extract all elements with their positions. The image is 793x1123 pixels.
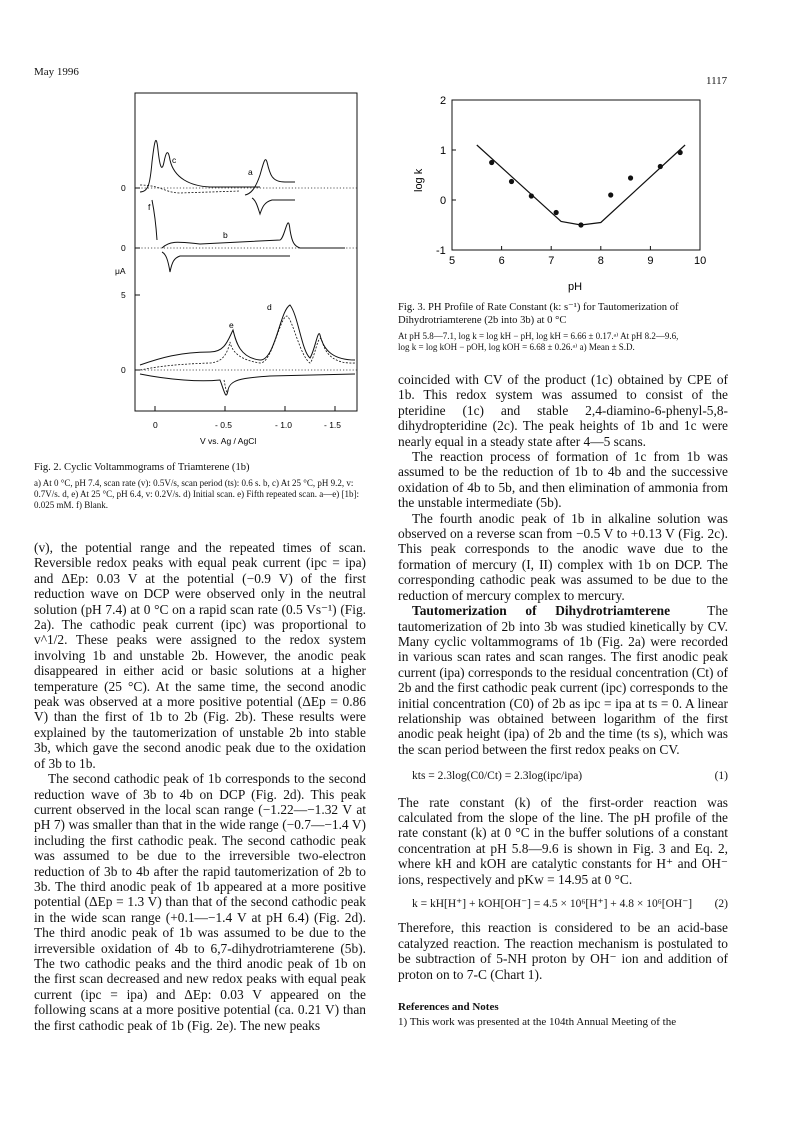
label-c: c: [172, 155, 177, 165]
curve-a-lower: [252, 198, 295, 214]
curve-d-cathodic: [140, 374, 355, 395]
equation-1: kts = 2.3log(C0/Ct) = 2.3log(ipc/ipa): [412, 770, 583, 783]
curve-c-blank: [140, 185, 240, 193]
data-point: [529, 193, 534, 198]
fig2-caption-title: Fig. 2. Cyclic Voltammograms of Triamterene (1b): [34, 462, 250, 473]
x-tick-label: 9: [647, 255, 654, 267]
y-label-unit: μA: [115, 266, 126, 276]
curve-f: [152, 200, 157, 240]
data-point: [554, 210, 559, 215]
x-tick-label: 10: [694, 255, 707, 267]
curve-b-upper: [162, 223, 345, 248]
label-a: a: [248, 167, 253, 177]
right-para-3: The fourth anodic peak of 1b in alkaline solution was observed on a reverse scan from −0.5 V to +0.13 V (Fig. 2c). This peak corresponds to the anodic wave due to the formation of mercury (I, II) complex with 1b on DCP. The corresponding cathodic peak was assumed to be due to the reduction of mercury complex to mercury.: [398, 510, 728, 603]
x-tick-label: 8: [597, 255, 604, 267]
x-tick-1.0: - 1.0: [275, 420, 293, 430]
x-axis-label: V vs. Ag / AgCl: [200, 436, 257, 446]
data-point: [489, 160, 494, 165]
label-b: b: [223, 230, 228, 240]
right-para-4: The tautomerization of 2b into 3b was studied kinetically by CV. Many cyclic voltammograms of 1b (Fig. 2a) were recorded in various scan rates and scan ranges. The first anodic peak current (ipa) corresponds to the residual concentration (Ct) of 2b and the first cathodic peak current (ipc) corresponds to the initial concentration (C0) of 2b as ipc = ipa at ts = 0. A linear relationship was obtained between logarithm of the first anodic peak height (ipa) of 2b and the time (ts s), which was the scan period between the first redox peaks on CV.: [398, 603, 728, 757]
right-para-1: coincided with CV of the product (1c) obtained by CPE of 1b. This redox system was assumed to consist of the pteridine (1c) and stable 2,4-diamino-6-phenyl-5,8-dihydropteridine (2c). The peak heights of 1b and 1c were nearly equal in a steady state after 4—5 scans.: [398, 372, 728, 449]
data-point: [578, 222, 583, 227]
fig2-frame: [135, 93, 357, 411]
fig3-frame: [452, 100, 700, 250]
label-e: e: [229, 320, 234, 330]
equation-2: k = kH[H⁺] + kOH[OH⁻] = 4.5 × 10⁶[H⁺] + 4.8 × 10⁶[OH⁻]: [412, 898, 693, 910]
y-label-zero-c: 0: [121, 365, 126, 375]
fig3-ph-profile: [412, 90, 712, 300]
y-label-five: 5: [121, 290, 126, 300]
fig3-caption-title: Fig. 3. PH Profile of Rate Constant (k: s⁻¹) for Tautomerization of Dihydrotriamterene (2b into 3b) at 0 °C: [398, 302, 679, 326]
x-tick-label: 7: [548, 255, 555, 267]
data-point: [678, 150, 683, 155]
equation-1-number: (1): [714, 770, 728, 783]
x-tick-0.5: - 0.5: [215, 420, 233, 430]
x-tick-0: 0: [153, 420, 158, 430]
y-tick-label: -1: [436, 245, 446, 257]
curve-d: [140, 305, 355, 365]
left-para-2: The second cathodic peak of 1b corresponds to the second reduction wave of 3b to 4b on DCP (Fig. 2d). This peak current observed in the local scan range (−1.22—−1.32 V at pH 7) was smaller than that in the wide range (−0.7—−1.4 V) including the first cathodic peak. The second cathodic peak was assumed to be due to the irreversible two-electron reduction of 3b to 4b after the rapid tautomerization of 2b to 3b. The third anodic peak of 1b appeared at a more positive potential (ΔEp = 1.3 V) than that of the second cathodic peak in the wide scan range (+0.1—−1.4 V at pH 6.4) (Fig. 2d). The third anodic peak of 1b was assumed to be due to the irreversible oxidation of 4b to 6,7-dihydrotriamterene (5b). The two cathodic peaks and the third anodic peak of 1b on the first scan decreased and new redox peaks with equal peak current (ipc = ipa) and ΔEp: 0.03 V appeared on the following scans at a more positive potential (ca. 0.21 V) than the first cathodic peak of 1b (Fig. 2e). The new peaks: [34, 771, 366, 1033]
left-para-1: (v), the potential range and the repeated times of scan. Reversible redox peaks with equal peak current (ipc = ipa) and ΔEp: 0.03 V at the potential (−0.9 V) of the first reduction wave on DCP were observed only in the neutral solution (pH 7.4) at 0 °C on a rapid scan rate (0.5 Vs⁻¹) (Fig. 2a). The cathodic peak current (ipc) was proportional to v^1/2. These peaks were assigned to the redox system involving 1b and unstable 2b. However, the anodic peak disappeared in either acid or basic solutions at a higher temperature (25 °C). At the same time, the second anodic peak was observed at a more positive potential (ΔEp = 0.86 V) than the first of 1b to 2b (Fig. 2b). These results were explained by the tautomerization of unstable 2b into stable 3b, which gave the second anodic peak due to the oxidation of 3b to 1b.: [34, 540, 366, 771]
right-para-5: The rate constant (k) of the first-order reaction was calculated from the slope of the line. The pH profile of the rate constant (k) at 0 °C in the buffer solutions of a constant concentration at pH 5.8—9.6 is shown in Fig. 3 and Eq. 2, where kH and kOH are catalytic constants for H⁺ and OH⁻ ions, respectively and pKw = 14.95 at 0 °C.: [398, 794, 728, 887]
tautomerization-heading: Tautomerization of Dihydrotriamterene: [412, 603, 671, 619]
right-para-2: The reaction process of formation of 1c from 1b was assumed to be the reduction of 1b to 4b and the successive oxidation of 4b to 5b, and then elimination of ammonia from the unstable intermediate (5b).: [398, 449, 728, 511]
y-tick-label: 1: [440, 145, 447, 157]
x-tick-1.5: - 1.5: [324, 420, 342, 430]
y-axis-label: log k: [413, 168, 425, 192]
data-point: [658, 164, 663, 169]
references-heading: References and Notes: [398, 1001, 499, 1014]
curve-a-upper: [245, 160, 295, 195]
running-header-date: May 1996: [34, 66, 79, 78]
data-point: [608, 192, 613, 197]
label-d: d: [267, 302, 272, 312]
y-tick-label: 0: [440, 195, 447, 207]
fig3-caption-note-1: At pH 5.8—7.1, log k = log kH − pH, log kH = 6.66 ± 0.17.ᵃ⁾ At pH 8.2—9.6,: [398, 331, 679, 341]
fit-line: [477, 145, 685, 225]
label-f: f: [148, 202, 151, 212]
curve-b-lower: [162, 252, 290, 272]
y-tick-label: 2: [440, 95, 447, 107]
y-label-zero-a: 0: [121, 183, 126, 193]
fig2-voltammograms: [100, 90, 360, 450]
left-column: [34, 540, 366, 1033]
right-para-6: Therefore, this reaction is considered to be an acid-base catalyzed reaction. The reaction mechanism is postulated to be subtraction of 5-NH proton by OH⁻ ion and addition of proton on to 7-C (Chart 1).: [398, 920, 728, 982]
x-tick-label: 5: [449, 255, 456, 267]
page-number: 1117: [706, 75, 728, 87]
fig3-caption-note-2: log k = log kOH − pOH, log kOH = 6.68 ± 0.26.ᵃ⁾ a) Mean ± S.D.: [398, 342, 635, 352]
x-axis-label: pH: [568, 281, 583, 293]
curve-c: [140, 140, 260, 192]
right-column: [398, 372, 728, 1031]
equation-2-number: (2): [714, 898, 728, 910]
reference-1: 1) This work was presented at the 104th Annual Meeting of the: [398, 1016, 677, 1029]
data-point: [509, 179, 514, 184]
data-point: [628, 175, 633, 180]
x-tick-label: 6: [498, 255, 505, 267]
fig2-caption-note: a) At 0 °C, pH 7.4, scan rate (v): 0.5V/s, scan period (ts): 0.6 s. b, c) At 25 °C, pH 9.2, v: 0.7V/s. d, e) At 25 °C, pH 6.4, v: 0.2V/s. d) Initial scan. e) Fifth repeated scan. a—e) [1b]: 0.025 mM. f) Blank.: [34, 478, 360, 510]
y-label-zero-b: 0: [121, 243, 126, 253]
